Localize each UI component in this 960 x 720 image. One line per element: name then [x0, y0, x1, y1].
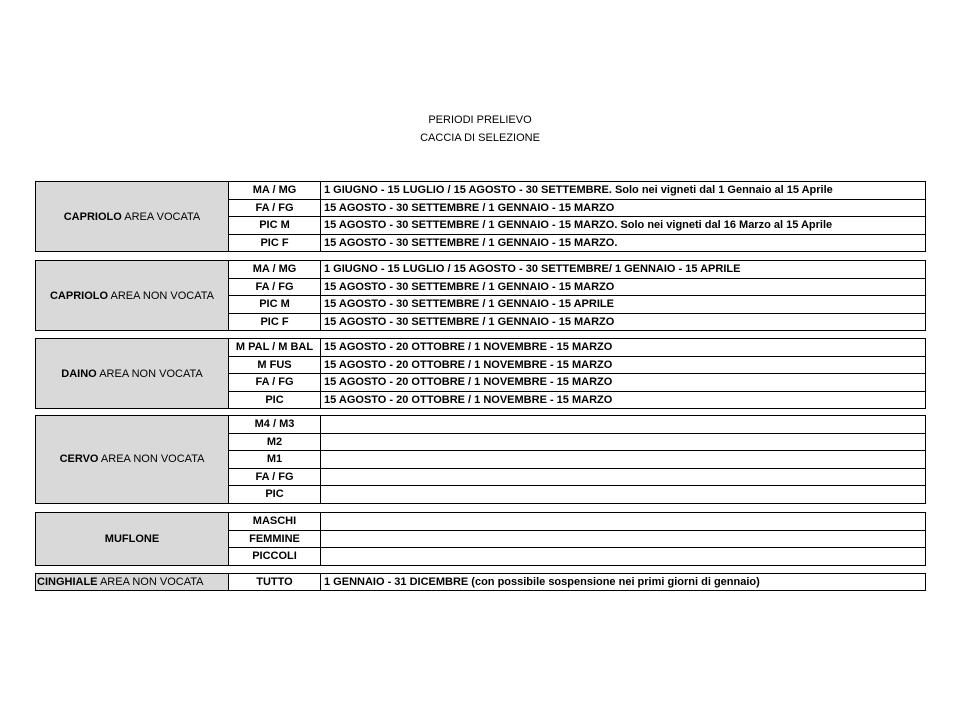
class-cell: PIC M: [229, 296, 321, 314]
species-name: DAINO: [61, 367, 97, 380]
class-cell: PIC: [229, 486, 321, 504]
class-cell: M1: [229, 451, 321, 469]
species-table: [35, 338, 926, 409]
species-name-cell: [36, 339, 229, 409]
period-cell: 1 GENNAIO - 31 DICEMBRE (con possibile sospensione nei primi giorni di gennaio): [321, 574, 926, 591]
title-line-1: PERIODI PRELIEVO: [428, 114, 532, 126]
table-row: [36, 513, 926, 531]
class-cell: FA / FG: [229, 468, 321, 486]
species-name-cell: [36, 513, 229, 566]
period-cell: 15 AGOSTO - 30 SETTEMBRE / 1 GENNAIO - 15 MARZO: [321, 313, 926, 331]
class-cell: M FUS: [229, 356, 321, 374]
class-cell: MA / MG: [229, 261, 321, 279]
species-table: [35, 573, 926, 591]
species-table: [35, 415, 926, 504]
species-name: MUFLONE: [104, 532, 160, 545]
period-cell: 15 AGOSTO - 30 SETTEMBRE / 1 GENNAIO - 15 MARZO: [321, 199, 926, 217]
species-name-cell: [36, 261, 229, 331]
species-area: AREA NON VOCATA: [97, 576, 204, 588]
table-row: [36, 574, 926, 591]
period-cell: 15 AGOSTO - 20 OTTOBRE / 1 NOVEMBRE - 15 MARZO: [321, 356, 926, 374]
class-cell: FA / FG: [229, 278, 321, 296]
class-cell: M PAL / M BAL: [229, 339, 321, 357]
period-cell: [321, 513, 926, 531]
period-cell: 1 GIUGNO - 15 LUGLIO / 15 AGOSTO - 30 SETTEMBRE. Solo nei vigneti dal 1 Gennaio al 15 Aprile: [321, 182, 926, 200]
class-cell: PIC: [229, 391, 321, 409]
class-cell: PIC F: [229, 313, 321, 331]
period-cell: [321, 451, 926, 469]
class-cell: PIC F: [229, 234, 321, 252]
period-cell: 15 AGOSTO - 20 OTTOBRE / 1 NOVEMBRE - 15 MARZO: [321, 391, 926, 409]
class-cell: PICCOLI: [229, 548, 321, 566]
species-name: CAPRIOLO: [63, 210, 122, 223]
class-cell: FA / FG: [229, 374, 321, 392]
page-title: [0, 111, 960, 147]
period-cell: 15 AGOSTO - 30 SETTEMBRE / 1 GENNAIO - 15 MARZO.: [321, 234, 926, 252]
period-cell: 15 AGOSTO - 20 OTTOBRE / 1 NOVEMBRE - 15 MARZO: [321, 339, 926, 357]
period-cell: [321, 468, 926, 486]
species-table: [35, 512, 926, 566]
species-area: AREA VOCATA: [121, 210, 201, 223]
species-area: AREA NON VOCATA: [96, 367, 203, 380]
class-cell: MASCHI: [229, 513, 321, 531]
class-cell: M2: [229, 433, 321, 451]
title-line-2: CACCIA DI SELEZIONE: [420, 132, 540, 144]
class-cell: FA / FG: [229, 199, 321, 217]
class-cell: FEMMINE: [229, 530, 321, 548]
class-cell: PIC M: [229, 217, 321, 235]
period-cell: 15 AGOSTO - 30 SETTEMBRE / 1 GENNAIO - 15 MARZO: [321, 278, 926, 296]
species-table: [35, 181, 926, 252]
class-cell: TUTTO: [229, 574, 321, 591]
period-cell: [321, 530, 926, 548]
period-cell: 15 AGOSTO - 20 OTTOBRE / 1 NOVEMBRE - 15 MARZO: [321, 374, 926, 392]
table-row: [36, 339, 926, 357]
period-cell: [321, 548, 926, 566]
period-cell: 15 AGOSTO - 30 SETTEMBRE / 1 GENNAIO - 15 APRILE: [321, 296, 926, 314]
species-name-cell: [36, 574, 229, 591]
period-cell: 1 GIUGNO - 15 LUGLIO / 15 AGOSTO - 30 SETTEMBRE/ 1 GENNAIO - 15 APRILE: [321, 261, 926, 279]
species-name: CINGHIALE: [37, 576, 98, 588]
species-name: CERVO: [59, 453, 99, 466]
species-name: CAPRIOLO: [49, 289, 109, 302]
table-row: [36, 261, 926, 279]
period-cell: [321, 416, 926, 434]
period-cell: 15 AGOSTO - 30 SETTEMBRE / 1 GENNAIO - 15 MARZO. Solo nei vigneti dal 16 Marzo al 15 Aprile: [321, 217, 926, 235]
class-cell: MA / MG: [229, 182, 321, 200]
species-area: AREA NON VOCATA: [108, 289, 214, 302]
class-cell: M4 / M3: [229, 416, 321, 434]
table-row: [36, 416, 926, 434]
species-name-cell: [36, 182, 229, 252]
period-cell: [321, 433, 926, 451]
species-area: AREA NON VOCATA: [98, 453, 205, 466]
period-cell: [321, 486, 926, 504]
species-table: [35, 260, 926, 331]
species-name-cell: [36, 416, 229, 504]
table-row: [36, 182, 926, 200]
